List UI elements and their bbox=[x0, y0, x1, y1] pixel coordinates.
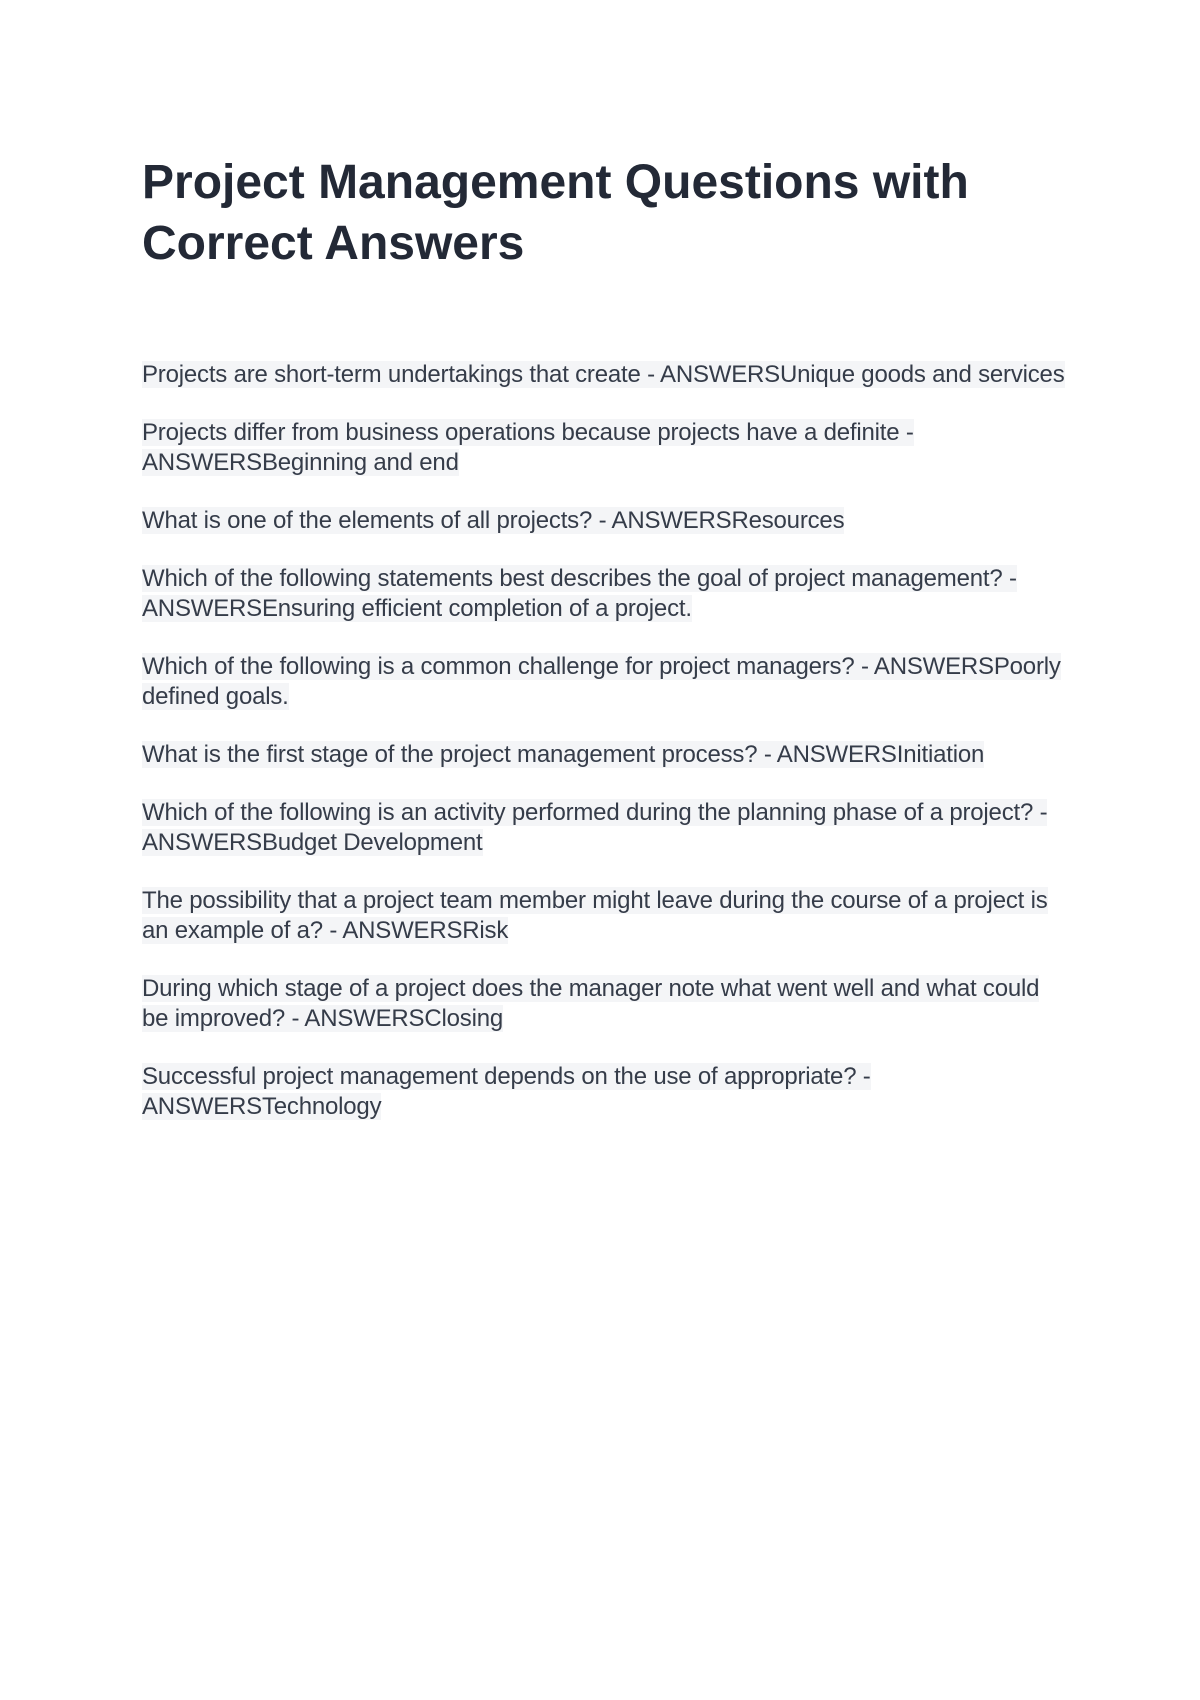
question-answer-text: Projects differ from business operations because projects have a definite - ANSWERSBeginning and end bbox=[142, 419, 914, 476]
question-answer-item bbox=[142, 564, 1072, 624]
question-answer-text: The possibility that a project team member might leave during the course of a project is an example of a? - ANSWERSRisk bbox=[142, 887, 1048, 944]
document-title: Project Management Questions with Correct Answers bbox=[142, 156, 969, 270]
question-answer-text: What is one of the elements of all projects? - ANSWERSResources bbox=[142, 507, 845, 534]
question-answer-item bbox=[142, 360, 1072, 390]
question-answer-item bbox=[142, 418, 1072, 478]
question-answer-item bbox=[142, 740, 1072, 770]
question-answer-list bbox=[142, 360, 1072, 1150]
question-answer-text: Successful project management depends on the use of appropriate? - ANSWERSTechnology bbox=[142, 1063, 871, 1120]
question-answer-text: What is the first stage of the project management process? - ANSWERSInitiation bbox=[142, 741, 985, 768]
question-answer-item bbox=[142, 1062, 1072, 1122]
question-answer-item bbox=[142, 506, 1072, 536]
question-answer-item bbox=[142, 652, 1072, 712]
question-answer-text: Which of the following statements best describes the goal of project management? - ANSWERSEnsuring efficient completion of a project. bbox=[142, 565, 1017, 622]
question-answer-item bbox=[142, 974, 1072, 1034]
question-answer-text: During which stage of a project does the manager note what went well and what could be improved? - ANSWERSClosing bbox=[142, 975, 1040, 1032]
question-answer-item bbox=[142, 798, 1072, 858]
question-answer-text: Projects are short-term undertakings that create - ANSWERSUnique goods and services bbox=[142, 361, 1065, 388]
question-answer-item bbox=[142, 886, 1072, 946]
question-answer-text: Which of the following is an activity performed during the planning phase of a project? - ANSWERSBudget Development bbox=[142, 799, 1048, 856]
question-answer-text: Which of the following is a common challenge for project managers? - ANSWERSPoorly defined goals. bbox=[142, 653, 1061, 710]
